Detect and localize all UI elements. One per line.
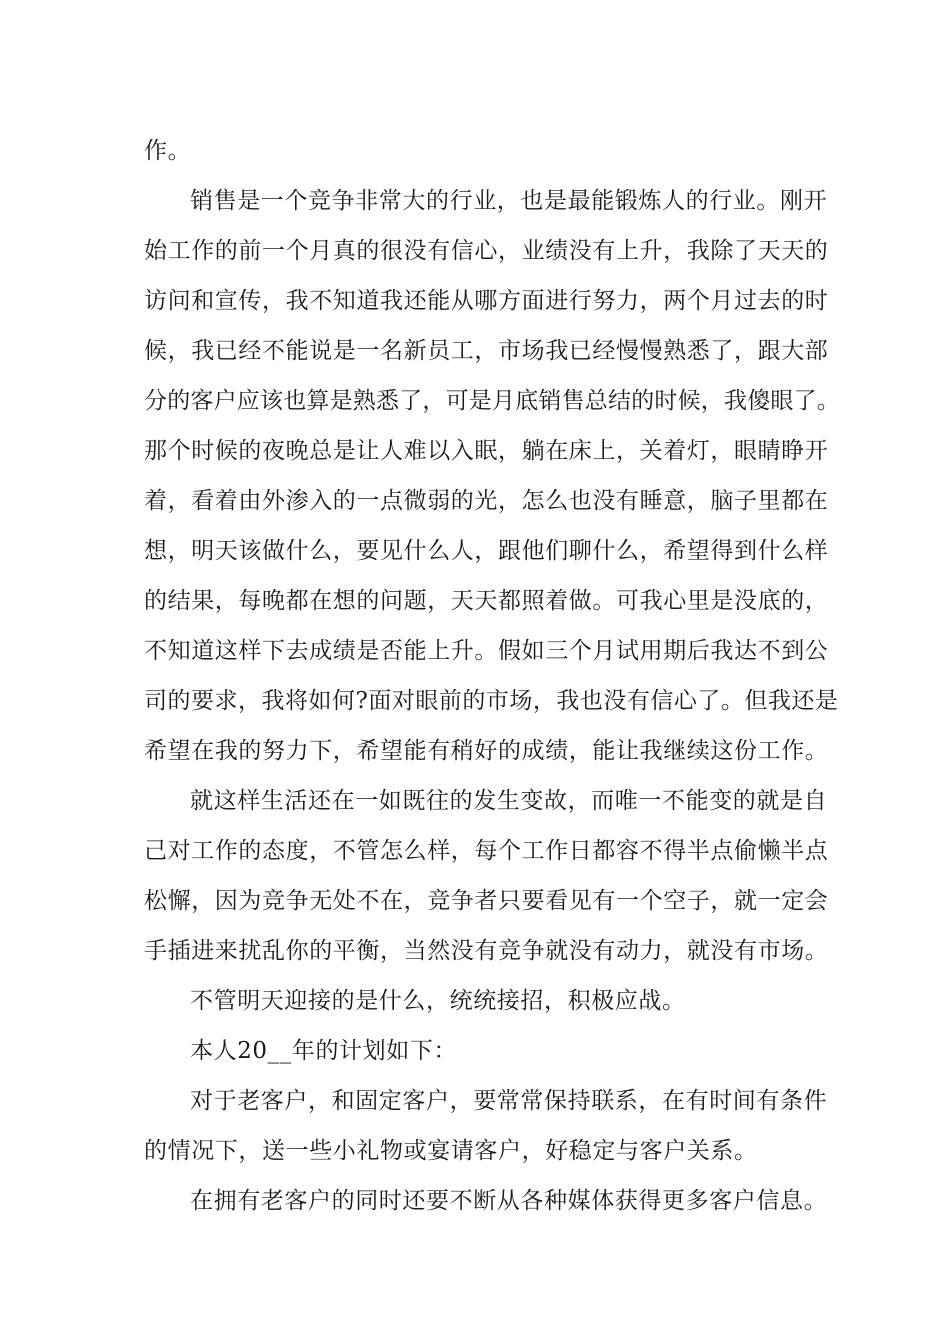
paragraph-line: 不管明天迎接的是什么，统统接招，积极应战。 <box>190 988 686 1014</box>
text-line: 候，我已经不能说是一名新员工，市场我已经慢慢熟悉了，跟大部 <box>144 338 829 364</box>
text-line: 访问和宣传，我不知道我还能从哪方面进行努力，两个月过去的时 <box>144 288 829 314</box>
text-line: 分的客户应该也算是熟悉了，可是月底销售总结的时候，我傻眼了。 <box>144 388 840 414</box>
text-line: 手插进来扰乱你的平衡，当然没有竞争就没有动力，就没有市场。 <box>144 938 829 964</box>
paragraph-line: 在拥有老客户的同时还要不断从各种媒体获得更多客户信息。 <box>190 1188 828 1214</box>
text-line: 的结果，每晚都在想的问题，天天都照着做。可我心里是没底的， <box>144 588 829 614</box>
text-line: 的情况下，送一些小礼物或宴请客户，好稳定与客户关系。 <box>144 1138 758 1164</box>
paragraph-line: 销售是一个竞争非常大的行业，也是最能锻炼人的行业。刚开 <box>190 188 828 214</box>
text-line: 着，看着由外渗入的一点微弱的光，怎么也没有睡意，脑子里都在 <box>144 488 829 514</box>
text-line: 想，明天该做什么，要见什么人，跟他们聊什么，希望得到什么样 <box>144 538 829 564</box>
paragraph-line: 对于老客户，和固定客户，要常常保持联系，在有时间有条件 <box>190 1088 828 1114</box>
text-line: 己对工作的态度，不管怎么样，每个工作日都容不得半点偷懒半点 <box>144 838 829 864</box>
text-line: 松懈，因为竞争无处不在，竞争者只要看见有一个空子，就一定会 <box>144 888 829 914</box>
text-line: 希望在我的努力下，希望能有稍好的成绩，能让我继续这份工作。 <box>144 738 829 764</box>
text-line: 司的要求，我将如何?面对眼前的市场，我也没有信心了。但我还是 <box>144 688 839 714</box>
text-line: 那个时候的夜晚总是让人难以入眠，躺在床上，关着灯，眼睛睁开 <box>144 438 829 464</box>
text-line: 始工作的前一个月真的很没有信心，业绩没有上升，我除了天天的 <box>144 238 829 264</box>
paragraph-line: 本人20__年的计划如下： <box>190 1038 458 1064</box>
paragraph-line: 就这样生活还在一如既往的发生变故，而唯一不能变的就是自 <box>190 788 828 814</box>
text-line: 作。 <box>144 138 192 164</box>
text-line: 不知道这样下去成绩是否能上升。假如三个月试用期后我达不到公 <box>144 638 829 664</box>
